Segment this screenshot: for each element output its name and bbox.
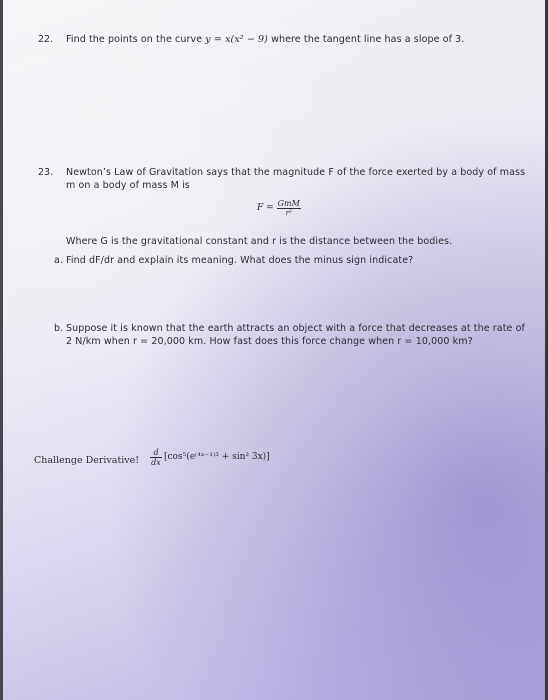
problem-23-line-1: Newton’s Law of Gravitation says that the magnitude F of the force exerted by a body of mass (66, 167, 526, 178)
derivative-operator (150, 448, 162, 467)
part-b-line-1: Suppose it is known that the earth attracts an object with a force that decreases at the rate of (66, 323, 525, 334)
derivative-operator-denominator: dx (151, 457, 161, 467)
problem-23-line-2: m on a body of mass M is (66, 180, 190, 191)
problem-23-where-line: Where G is the gravitational constant and r is the distance between the bodies. (66, 236, 453, 247)
challenge-expression (150, 448, 270, 467)
problem-23-number: 23. (38, 167, 54, 178)
formula-numerator: GmM (277, 199, 300, 208)
part-a-label: a. (54, 255, 64, 266)
formula-fraction (277, 199, 301, 217)
formula-denominator: r² (285, 208, 292, 217)
part-b-label: b. (54, 323, 64, 334)
problem-22-text (66, 34, 464, 45)
problem-22-equation: y = x(x² − 9) (205, 34, 268, 45)
part-a-text: Find dF/dr and explain its meaning. What does the minus sign indicate? (66, 255, 414, 266)
gravitation-formula (257, 199, 301, 217)
formula-lhs: F = (257, 202, 274, 213)
derivative-operator-numerator: d (153, 448, 159, 457)
challenge-label: Challenge Derivative! (34, 455, 140, 466)
problem-22-text-before: Find the points on the curve (66, 34, 206, 45)
page-left-edge (0, 0, 3, 700)
problem-22-text-after: where the tangent line has a slope of 3. (267, 34, 465, 45)
problem-22-number: 22. (38, 34, 54, 45)
part-b-line-2: 2 N/km when r = 20,000 km. How fast does this force change when r = 10,000 km? (66, 336, 473, 347)
challenge-function: [cos⁵(e⁽⁴ˣ⁻¹⁾³ + sin² 3x)] (164, 452, 270, 463)
